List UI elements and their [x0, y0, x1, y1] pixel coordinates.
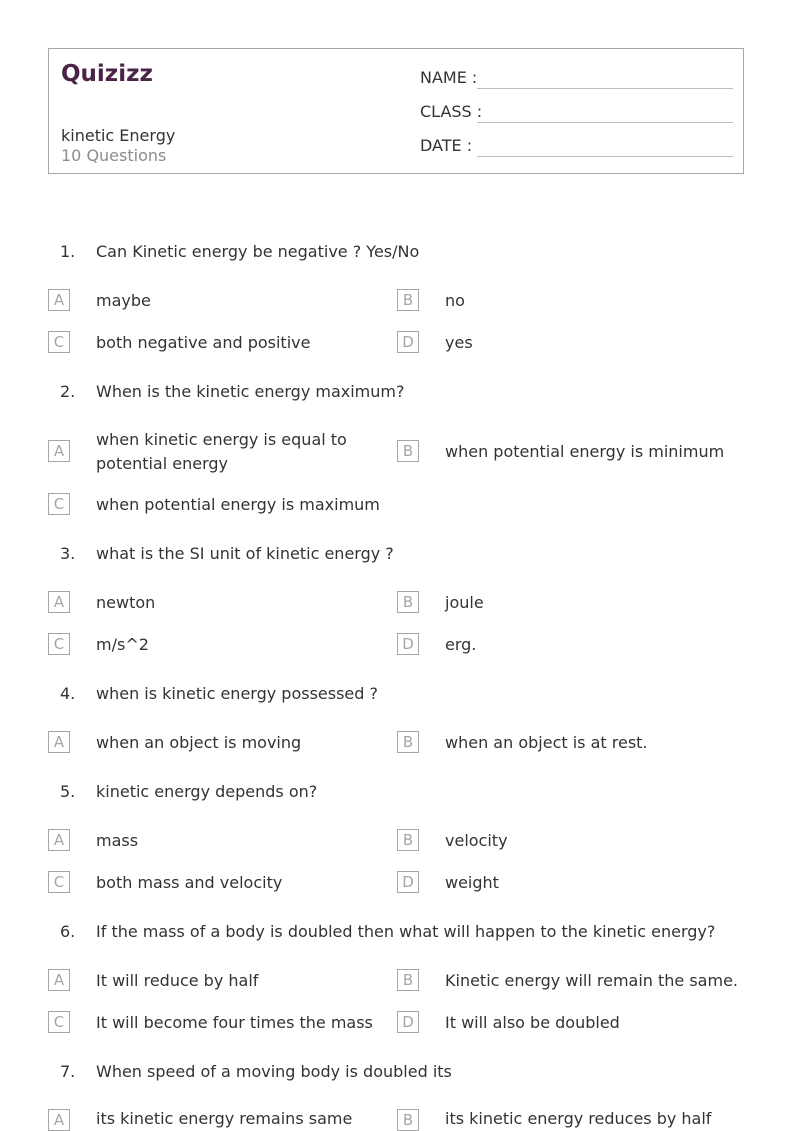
- class-line[interactable]: [477, 122, 733, 123]
- option-b-text: no: [445, 291, 465, 310]
- question-text: If the mass of a body is doubled then what will happen to the kinetic energy?: [96, 922, 716, 941]
- question-number: 1.: [60, 242, 76, 261]
- option-b-box[interactable]: B: [397, 969, 419, 991]
- option-c-box[interactable]: C: [48, 871, 70, 893]
- option-b-text: when potential energy is minimum: [445, 442, 725, 461]
- option-a-text: its kinetic energy remains same: [96, 1109, 353, 1128]
- option-a-text: It will reduce by half: [96, 971, 259, 990]
- question-number: 3.: [60, 544, 76, 563]
- question-number: 5.: [60, 782, 76, 801]
- name-line[interactable]: [477, 88, 733, 89]
- option-d-text: yes: [445, 333, 473, 352]
- name-label: NAME :: [420, 68, 478, 87]
- option-b-text: Kinetic energy will remain the same.: [445, 971, 738, 990]
- option-b-text: joule: [445, 593, 484, 612]
- quizizz-logo: [61, 59, 153, 91]
- option-b-box[interactable]: B: [397, 289, 419, 311]
- date-line[interactable]: [477, 156, 733, 157]
- option-d-text: It will also be doubled: [445, 1013, 620, 1032]
- option-a-box[interactable]: A: [48, 731, 70, 753]
- option-a-text: mass: [96, 831, 139, 850]
- option-b-box[interactable]: B: [397, 829, 419, 851]
- option-a-box[interactable]: A: [48, 829, 70, 851]
- option-a-text: when an object is moving: [96, 733, 302, 752]
- option-c-text: both negative and positive: [96, 333, 311, 352]
- option-a-box[interactable]: A: [48, 591, 70, 613]
- option-c-text: when potential energy is maximum: [96, 495, 380, 514]
- option-c-box[interactable]: C: [48, 331, 70, 353]
- option-b-text: velocity: [445, 831, 508, 850]
- question-text: When is the kinetic energy maximum?: [96, 382, 405, 401]
- option-c-box[interactable]: C: [48, 633, 70, 655]
- question-text: when is kinetic energy possessed ?: [96, 684, 379, 703]
- option-b-text: its kinetic energy reduces by half: [445, 1109, 712, 1128]
- option-c-box[interactable]: C: [48, 1011, 70, 1033]
- option-b-box[interactable]: B: [397, 591, 419, 613]
- option-b-text: when an object is at rest.: [445, 733, 648, 752]
- worksheet-header: [48, 48, 744, 174]
- question-number: 2.: [60, 382, 76, 401]
- option-c-text: It will become four times the mass: [96, 1013, 373, 1032]
- question-text: Can Kinetic energy be negative ? Yes/No: [96, 242, 420, 261]
- question-number: 6.: [60, 922, 76, 941]
- logo-text: Quizizz: [61, 61, 153, 87]
- option-c-text: m/s^2: [96, 635, 149, 654]
- question-text: what is the SI unit of kinetic energy ?: [96, 544, 394, 563]
- option-d-box[interactable]: D: [397, 633, 419, 655]
- question-text: When speed of a moving body is doubled its: [96, 1062, 452, 1081]
- question-number: 7.: [60, 1062, 76, 1081]
- option-d-text: weight: [445, 873, 499, 892]
- question-count: 10 Questions: [61, 146, 167, 165]
- class-label: CLASS :: [420, 102, 483, 121]
- option-a-text: maybe: [96, 291, 151, 310]
- option-a-box[interactable]: A: [48, 289, 70, 311]
- question-text: kinetic energy depends on?: [96, 782, 318, 801]
- option-a-box[interactable]: A: [48, 1109, 70, 1131]
- option-d-box[interactable]: D: [397, 1011, 419, 1033]
- date-label: DATE :: [420, 136, 473, 155]
- worksheet-title: kinetic Energy: [61, 126, 176, 145]
- question-number: 4.: [60, 684, 76, 703]
- option-a-box[interactable]: A: [48, 440, 70, 462]
- option-b-box[interactable]: B: [397, 440, 419, 462]
- option-a-box[interactable]: A: [48, 969, 70, 991]
- option-d-box[interactable]: D: [397, 331, 419, 353]
- option-d-text: erg.: [445, 635, 477, 654]
- option-d-box[interactable]: D: [397, 871, 419, 893]
- option-c-text: both mass and velocity: [96, 873, 283, 892]
- option-b-box[interactable]: B: [397, 731, 419, 753]
- option-a-text: newton: [96, 593, 156, 612]
- option-b-box[interactable]: B: [397, 1109, 419, 1131]
- option-c-box[interactable]: C: [48, 493, 70, 515]
- option-a-text: when kinetic energy is equal to potential energy: [96, 430, 347, 473]
